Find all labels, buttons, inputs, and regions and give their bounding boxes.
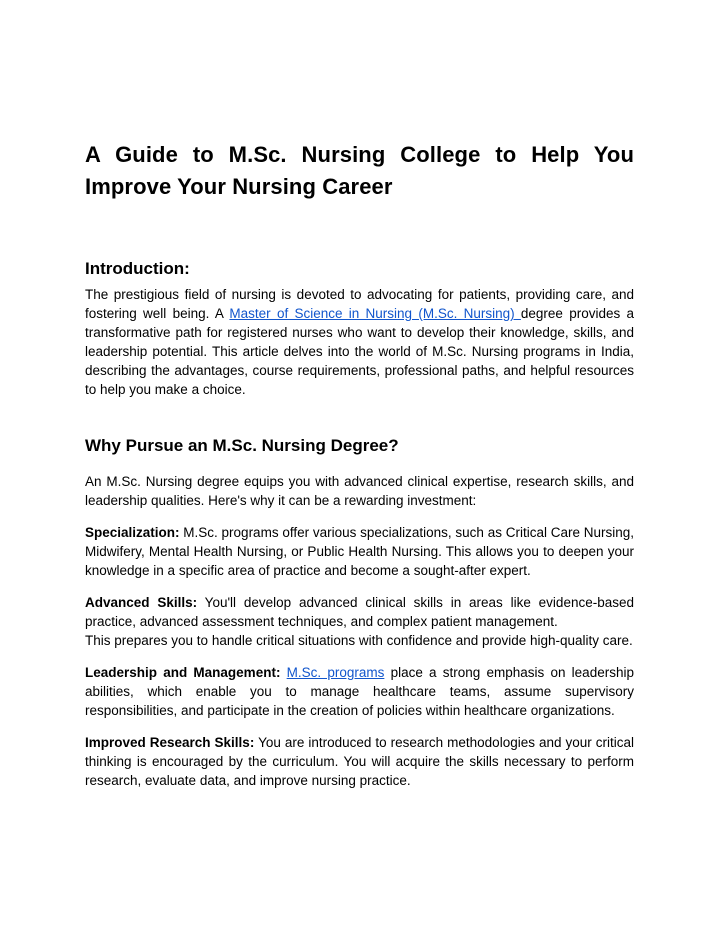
document-title: A Guide to M.Sc. Nursing College to Help You Improve Your Nursing Career bbox=[85, 142, 634, 199]
research-label: Improved Research Skills: bbox=[85, 735, 255, 750]
introduction-text-before-link: The prestigious field of nursing is devoted to advocating for patients, providing care, and fostering well being. A bbox=[85, 287, 634, 321]
introduction-paragraph bbox=[85, 285, 634, 399]
advanced-skills-text: You'll develop advanced clinical skills in areas like evidence-based practice, advanced assessment techniques, and complex patient management. bbox=[85, 595, 634, 629]
why-pursue-heading: Why Pursue an M.Sc. Nursing Degree? bbox=[85, 436, 399, 455]
msc-nursing-link[interactable]: Master of Science in Nursing (M.Sc. Nursing) bbox=[229, 306, 521, 321]
research-paragraph bbox=[85, 733, 634, 790]
document-page bbox=[85, 139, 634, 790]
introduction-text-after-link: degree provides a transformative path for registered nurses who want to develop their knowledge, skills, and leadership potential. This article delves into the world of M.Sc. Nursing programs in India, describing the advantages, course requirements, professional paths, and helpful resources to help you make a choice. bbox=[85, 306, 634, 397]
msc-programs-link[interactable]: M.Sc. programs bbox=[286, 665, 385, 680]
specialization-label: Specialization: bbox=[85, 525, 180, 540]
introduction-heading: Introduction: bbox=[85, 259, 190, 278]
leadership-text: place a strong emphasis on leadership abilities, which enable you to manage healthcare teams, assume supervisory responsibilities, and participate in the creation of policies within healthcare organizations. bbox=[85, 665, 634, 718]
research-text: You are introduced to research methodologies and your critical thinking is encouraged by the curriculum. You will acquire the skills necessary to perform research, evaluate data, and improve nursing practice. bbox=[85, 735, 634, 788]
why-pursue-intro: An M.Sc. Nursing degree equips you with advanced clinical expertise, research skills, and leadership qualities. Here's why it can be a rewarding investment: bbox=[85, 474, 634, 508]
leadership-label: Leadership and Management: bbox=[85, 665, 281, 680]
advanced-skills-label: Advanced Skills: bbox=[85, 595, 198, 610]
specialization-text: M.Sc. programs offer various specializations, such as Critical Care Nursing, Midwifery, Mental Health Nursing, or Public Health Nursing. This allows you to deepen your knowledge in a specific area of practice and become a sought-after expert. bbox=[85, 525, 634, 578]
advanced-skills-paragraph bbox=[85, 593, 634, 650]
leadership-paragraph bbox=[85, 663, 634, 720]
advanced-skills-text-continued: This prepares you to handle critical situations with confidence and provide high-quality care. bbox=[85, 633, 633, 648]
specialization-paragraph bbox=[85, 523, 634, 580]
